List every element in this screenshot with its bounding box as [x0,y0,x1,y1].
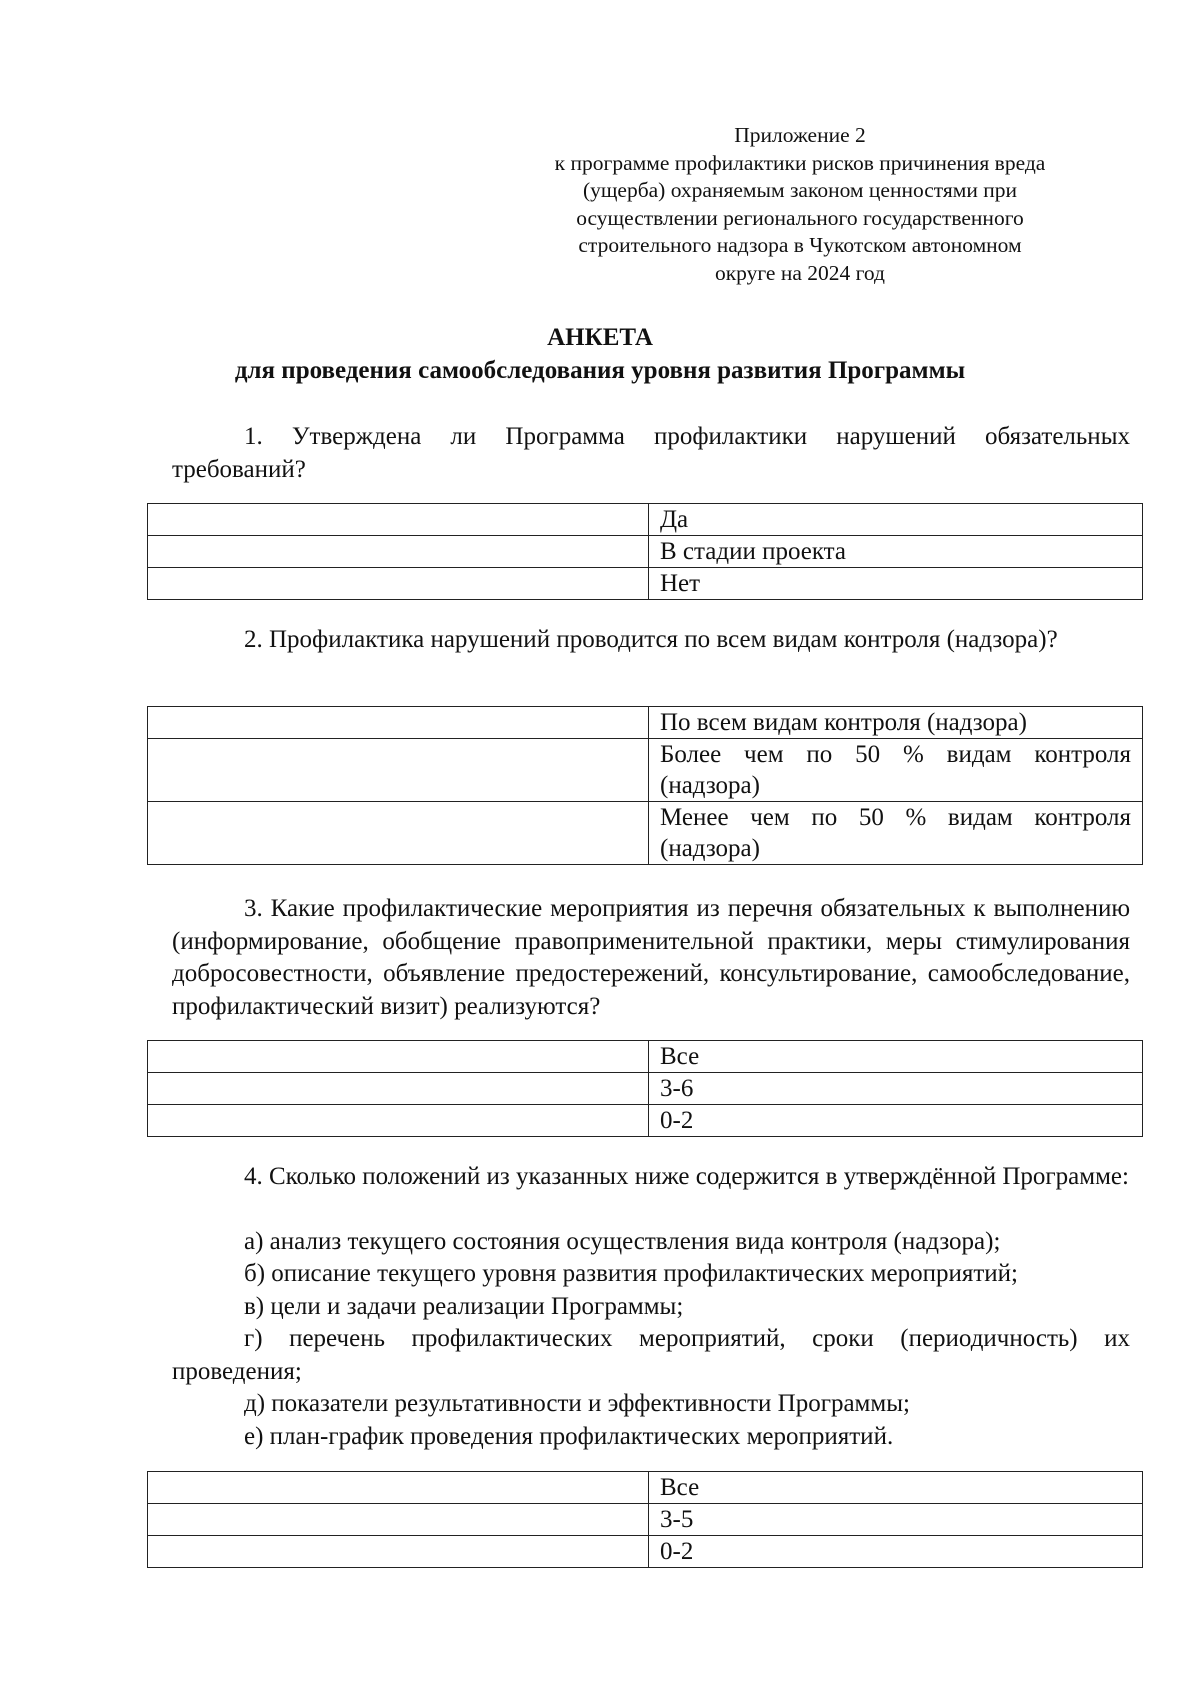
answer-table-3 [147,1040,1143,1137]
question-4-item-b: б) описание текущего уровня развития профилактических мероприятий; [244,1260,1018,1287]
question-4 [172,1161,1130,1194]
document-title: АНКЕТА [547,324,653,351]
table-row [148,536,1143,568]
answer-mark-cell[interactable] [148,568,649,600]
answer-mark-cell[interactable] [148,739,649,802]
table-row [148,739,1143,802]
answer-mark-cell[interactable] [148,1536,649,1568]
document-subtitle: для проведения самообследования уровня развития Программы [234,357,966,384]
appendix-line: Приложение 2 [734,123,866,147]
table-row [148,802,1143,865]
answer-option: Менее чем по 50 % видам контроля (надзора) [649,802,1143,865]
answer-mark-cell[interactable] [148,1105,649,1137]
appendix-line: строительного надзора в Чукотском автономном [578,233,1022,257]
question-4-item-c: в) цели и задачи реализации Программы; [244,1293,684,1320]
answer-option: Нет [649,568,1143,600]
answer-mark-cell[interactable] [148,707,649,739]
answer-mark-cell[interactable] [148,802,649,865]
answer-option: 0-2 [649,1536,1143,1568]
table-row [148,1472,1143,1504]
answer-mark-cell[interactable] [148,1073,649,1105]
table-row [148,504,1143,536]
answer-table-2 [147,706,1143,865]
question-2 [172,624,1130,657]
question-1-text: 1. Утверждена ли Программа профилактики нарушений обязательных требований? [172,423,1130,483]
question-4-item-e: д) показатели результативности и эффективности Программы; [244,1390,910,1417]
answer-option: Более чем по 50 % видам контроля (надзора) [649,739,1143,802]
question-2-text: 2. Профилактика нарушений проводится по всем видам контроля (надзора)? [244,626,1058,653]
table-row [148,1041,1143,1073]
appendix-line: (ущерба) охраняемым законом ценностями при [582,178,1018,202]
answer-option: Все [649,1472,1143,1504]
answer-mark-cell[interactable] [148,504,649,536]
question-4-text: 4. Сколько положений из указанных ниже содержится в утверждённой Программе: [244,1163,1129,1190]
answer-mark-cell[interactable] [148,1041,649,1073]
answer-option: По всем видам контроля (надзора) [649,707,1143,739]
answer-table-1 [147,503,1143,600]
appendix-line: к программе профилактики рисков причинения вреда [554,150,1046,175]
answer-option: 3-6 [649,1073,1143,1105]
table-row [148,707,1143,739]
question-4-item-d: г) перечень профилактических мероприятий, сроки (периодичность) их проведения; [172,1325,1130,1385]
answer-option: Да [649,504,1143,536]
answer-table-4 [147,1471,1143,1568]
table-row [148,568,1143,600]
appendix-line: округе на 2024 год [714,260,886,285]
table-row [148,1536,1143,1568]
question-1 [172,421,1130,486]
table-row [148,1105,1143,1137]
appendix-header [545,122,1055,287]
question-4-item-a: а) анализ текущего состояния осуществления вида контроля (надзора); [244,1228,1001,1255]
answer-option: В стадии проекта [649,536,1143,568]
question-3-text: 3. Какие профилактические мероприятия из перечня обязательных к выполнению (информирование, обобщение правоприменительной практики, меры стимулирования добросовестности, объявление предостережений, консультирование, самообследование, профилактический визит) реализуются? [172,895,1130,1020]
answer-option: Все [649,1041,1143,1073]
answer-option: 0-2 [649,1105,1143,1137]
answer-option: 3-5 [649,1504,1143,1536]
answer-mark-cell[interactable] [148,536,649,568]
answer-mark-cell[interactable] [148,1472,649,1504]
answer-mark-cell[interactable] [148,1504,649,1536]
table-row [148,1504,1143,1536]
question-3 [172,893,1130,1023]
appendix-line: осуществлении регионального государственного [576,205,1024,230]
table-row [148,1073,1143,1105]
question-4-item-f: е) план-график проведения профилактических мероприятий. [244,1423,894,1450]
